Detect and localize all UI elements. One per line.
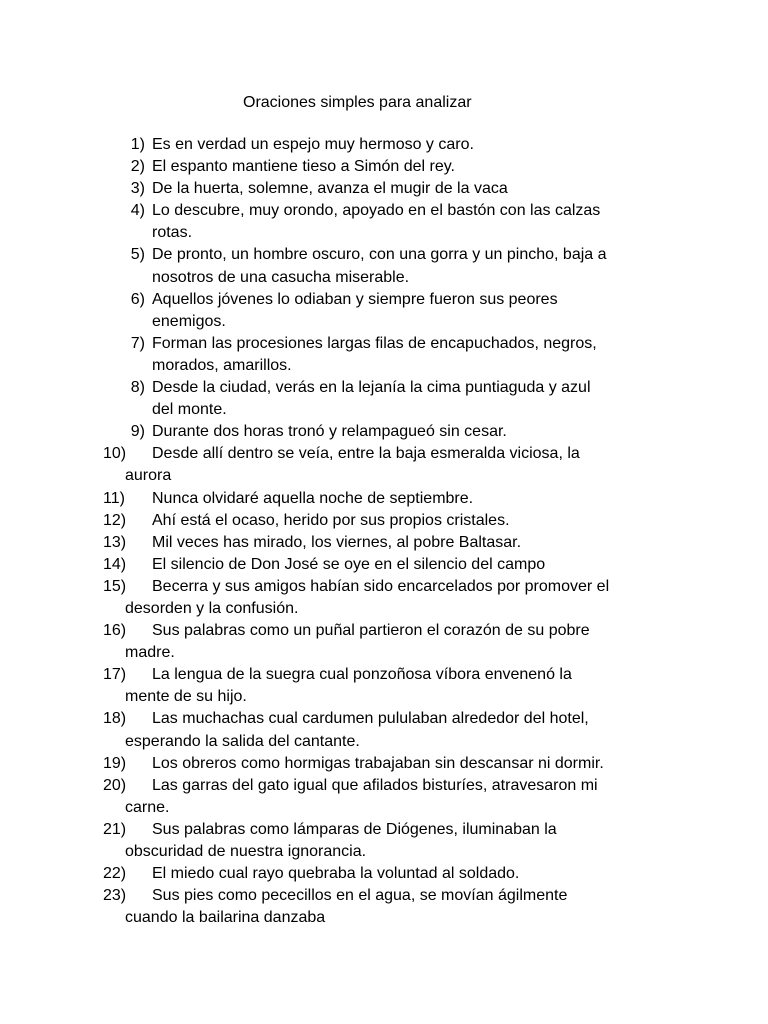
sentence-item <box>0 333 768 377</box>
sentence-number: 3) <box>130 180 145 198</box>
sentence-number: 23) <box>103 887 127 905</box>
sentence-text-line: obscuridad de nuestra ignorancia. <box>125 843 367 860</box>
sentence-item <box>0 554 768 576</box>
sentence-number: 2) <box>130 158 145 176</box>
sentence-list <box>0 134 768 929</box>
sentence-number: 16) <box>103 622 127 640</box>
sentence-item <box>0 488 768 510</box>
sentence-text-line: Aquellos jóvenes lo odiaban y siempre fueron sus peores <box>152 290 558 308</box>
sentence-text-line: Es en verdad un espejo muy hermoso y caro. <box>152 136 474 153</box>
sentence-item <box>0 576 768 620</box>
sentence-item <box>0 178 768 200</box>
sentence-number: 8) <box>130 379 145 397</box>
sentence-item <box>0 664 768 708</box>
sentence-item <box>0 753 768 775</box>
sentence-text-line: Desde allí dentro se veía, entre la baja esmeralda viciosa, la <box>152 445 580 463</box>
sentence-item <box>0 421 768 443</box>
sentence-item <box>0 377 768 421</box>
sentence-text-line: Becerra y sus amigos habían sido encarcelados por promover el <box>152 577 610 595</box>
sentence-item <box>0 885 768 929</box>
document-title: Oraciones simples para analizar <box>243 94 472 111</box>
sentence-number: 6) <box>130 290 145 308</box>
sentence-item <box>0 134 768 156</box>
sentence-item <box>0 775 768 819</box>
sentence-text-line: Las garras del gato igual que afilados bisturíes, atravesaron mi <box>152 776 598 794</box>
sentence-number: 1) <box>130 136 145 153</box>
sentence-text-line: Ahí está el ocaso, herido por sus propios cristales. <box>152 511 510 529</box>
sentence-text-line: El miedo cual rayo quebraba la voluntad al soldado. <box>152 865 520 883</box>
sentence-number: 19) <box>103 754 127 772</box>
sentence-text-line: El silencio de Don José se oye en el silencio del campo <box>152 555 546 573</box>
sentence-number: 18) <box>103 710 127 728</box>
sentence-text-line: Los obreros como hormigas trabajaban sin descansar ni dormir. <box>152 754 604 772</box>
sentence-text-line: esperando la salida del cantante. <box>125 732 360 750</box>
sentence-text-line: Mil veces has mirado, los viernes, al pobre Baltasar. <box>152 533 522 551</box>
sentence-item <box>0 863 768 885</box>
sentence-item <box>0 708 768 752</box>
sentence-text-line: De la huerta, solemne, avanza el mugir de la vaca <box>152 180 508 198</box>
sentence-text-line: Durante dos horas tronó y relampagueó sin cesar. <box>152 423 507 441</box>
sentence-number: 10) <box>103 445 127 463</box>
sentence-text-line: desorden y la confusión. <box>125 599 299 617</box>
sentence-text-line: mente de su hijo. <box>125 688 247 706</box>
sentence-item <box>0 443 768 487</box>
sentence-number: 11) <box>103 489 125 507</box>
sentence-text-line: del monte. <box>152 401 227 419</box>
sentence-text-line: De pronto, un hombre oscuro, con una gorra y un pincho, baja a <box>152 246 607 264</box>
sentence-text-line: carne. <box>125 798 170 816</box>
sentence-text-line: madre. <box>125 644 175 662</box>
sentence-item <box>0 156 768 178</box>
sentence-text-line: Sus palabras como lámparas de Diógenes, iluminaban la <box>152 820 557 838</box>
sentence-text-line: enemigos. <box>152 312 226 330</box>
sentence-number: 14) <box>103 555 127 573</box>
sentence-text-line: morados, amarillos. <box>152 356 292 374</box>
sentence-text-line: El espanto mantiene tieso a Simón del rey. <box>152 158 455 176</box>
sentence-text-line: Forman las procesiones largas filas de encapuchados, negros, <box>152 334 597 352</box>
sentence-item <box>0 532 768 554</box>
sentence-text-line: Sus palabras como un puñal partieron el corazón de su pobre <box>152 622 590 640</box>
sentence-number: 20) <box>103 776 127 794</box>
sentence-item <box>0 620 768 664</box>
sentence-item <box>0 244 768 288</box>
sentence-number: 13) <box>103 533 127 551</box>
sentence-text-line: Sus pies como pececillos en el agua, se movían ágilmente <box>152 887 568 905</box>
sentence-text-line: Lo descubre, muy orondo, apoyado en el bastón con las calzas <box>152 202 601 220</box>
sentence-number: 22) <box>103 865 127 883</box>
sentence-text-line: Desde la ciudad, verás en la lejanía la cima puntiaguda y azul <box>152 379 591 397</box>
sentence-item <box>0 510 768 532</box>
sentence-number: 17) <box>103 666 127 684</box>
sentence-number: 5) <box>130 246 145 264</box>
sentence-number: 12) <box>103 511 127 529</box>
sentence-number: 4) <box>130 202 145 220</box>
sentence-number: 15) <box>103 577 127 595</box>
sentence-text-line: Nunca olvidaré aquella noche de septiembre. <box>152 489 474 507</box>
sentence-text-line: rotas. <box>152 224 193 242</box>
sentence-text-line: La lengua de la suegra cual ponzoñosa víbora envenenó la <box>152 666 572 684</box>
sentence-item <box>0 289 768 333</box>
sentence-number: 9) <box>130 423 145 441</box>
sentence-text-line: nosotros de una casucha miserable. <box>152 268 410 286</box>
sentence-number: 7) <box>130 334 145 352</box>
sentence-item <box>0 819 768 863</box>
sentence-number: 21) <box>103 820 127 838</box>
sentence-text-line: Las muchachas cual cardumen pululaban alrededor del hotel, <box>152 710 589 728</box>
sentence-text-line: cuando la bailarina danzaba <box>125 909 326 927</box>
sentence-text-line: aurora <box>125 467 172 485</box>
sentence-item <box>0 200 768 244</box>
